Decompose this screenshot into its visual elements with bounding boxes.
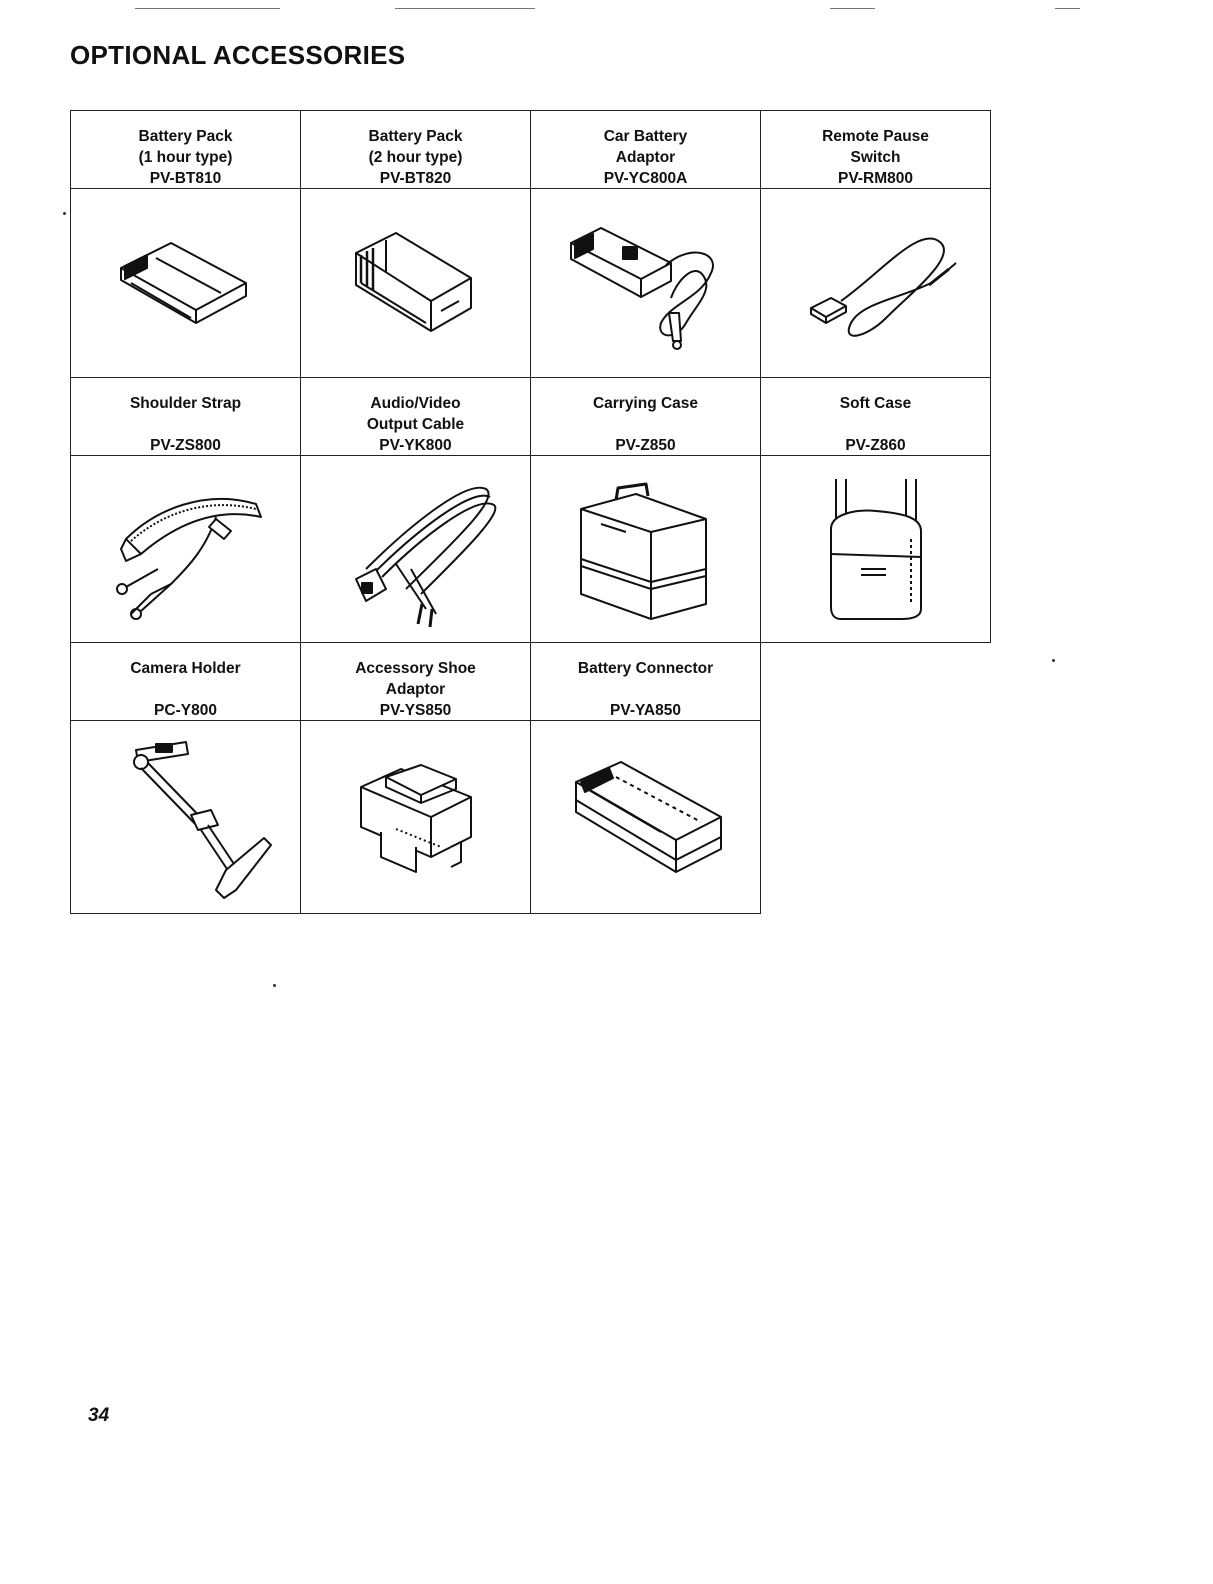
empty-cell — [761, 643, 991, 721]
remote-pause-switch-icon — [791, 213, 961, 353]
scan-speck — [1052, 659, 1055, 662]
header-rule — [135, 8, 280, 9]
accessory-subtitle: Adaptor — [615, 149, 676, 166]
label-row — [71, 111, 991, 189]
accessory-name: Battery Pack — [138, 128, 233, 145]
accessory-model: PV-BT810 — [149, 170, 222, 187]
accessory-label-cell — [761, 111, 991, 189]
carrying-case-icon — [566, 474, 726, 624]
accessory-model: PV-ZS800 — [150, 437, 221, 454]
accessory-image-cell — [531, 189, 761, 378]
accessory-name: Audio/Video — [370, 395, 461, 412]
accessory-label-cell — [301, 643, 531, 721]
empty-cell — [761, 721, 991, 914]
scan-speck — [273, 984, 276, 987]
accessory-subtitle — [531, 679, 760, 700]
image-row — [71, 456, 991, 643]
accessory-name: Accessory Shoe — [355, 660, 476, 677]
accessory-label-cell — [71, 378, 301, 456]
accessory-label-cell — [531, 111, 761, 189]
accessory-image-cell — [301, 456, 531, 643]
accessory-model: PV-YS850 — [379, 702, 452, 719]
accessory-subtitle — [761, 414, 990, 435]
accessory-model: PC-Y800 — [154, 702, 217, 719]
label-row — [71, 643, 991, 721]
accessories-table — [70, 110, 991, 914]
accessory-model: PV-Z850 — [615, 437, 676, 454]
accessory-name: Camera Holder — [130, 660, 241, 677]
accessory-image-cell — [71, 721, 301, 914]
accessory-label-cell — [301, 378, 531, 456]
accessory-model: PV-YA850 — [610, 702, 681, 719]
av-cable-icon — [326, 469, 506, 629]
header-rule — [1055, 8, 1080, 9]
accessory-subtitle — [71, 414, 300, 435]
accessory-subtitle: Switch — [850, 149, 901, 166]
accessory-label-cell — [301, 111, 531, 189]
label-row — [71, 378, 991, 456]
accessory-image-cell — [71, 456, 301, 643]
accessory-label-cell — [531, 378, 761, 456]
accessory-subtitle: (1 hour type) — [138, 149, 233, 166]
soft-case-icon — [816, 469, 936, 629]
battery-pack-large-icon — [341, 223, 491, 343]
accessory-subtitle — [531, 414, 760, 435]
accessory-image-cell — [761, 189, 991, 378]
page-number: 34 — [88, 1405, 110, 1426]
accessory-name: Car Battery — [603, 128, 688, 145]
accessory-image-cell — [531, 456, 761, 643]
accessory-image-cell — [531, 721, 761, 914]
accessory-shoe-adaptor-icon — [341, 747, 491, 887]
accessory-model: PV-YK800 — [379, 437, 452, 454]
image-row — [71, 721, 991, 914]
car-battery-adaptor-icon — [561, 213, 731, 353]
accessory-image-cell — [761, 456, 991, 643]
accessory-image-cell — [71, 189, 301, 378]
accessory-model: PV-RM800 — [838, 170, 913, 187]
scan-speck — [63, 212, 66, 215]
accessory-label-cell — [71, 643, 301, 721]
battery-connector-icon — [561, 752, 731, 882]
accessory-subtitle: Adaptor — [385, 681, 446, 698]
accessory-label-cell — [531, 643, 761, 721]
accessory-image-cell — [301, 721, 531, 914]
page-title: OPTIONAL ACCESSORIES — [70, 40, 406, 70]
accessory-label-cell — [71, 111, 301, 189]
accessory-subtitle — [71, 679, 300, 700]
accessory-model: PV-Z860 — [845, 437, 906, 454]
image-row — [71, 189, 991, 378]
accessory-name: Battery Pack — [368, 128, 463, 145]
battery-pack-icon — [111, 228, 261, 338]
accessory-label-cell — [761, 378, 991, 456]
accessory-subtitle: (2 hour type) — [368, 149, 463, 166]
accessory-image-cell — [301, 189, 531, 378]
header-rule — [395, 8, 535, 9]
accessory-model: PV-YC800A — [603, 170, 688, 187]
header-rule — [830, 8, 875, 9]
accessory-model: PV-BT820 — [379, 170, 452, 187]
accessory-name: Soft Case — [839, 395, 912, 412]
accessory-name: Remote Pause — [822, 128, 929, 145]
accessory-name: Battery Connector — [577, 660, 714, 677]
shoulder-strap-icon — [96, 469, 276, 629]
accessory-subtitle: Output Cable — [366, 416, 465, 433]
camera-holder-icon — [96, 730, 276, 905]
accessory-name: Carrying Case — [592, 395, 699, 412]
accessory-name: Shoulder Strap — [129, 395, 242, 412]
